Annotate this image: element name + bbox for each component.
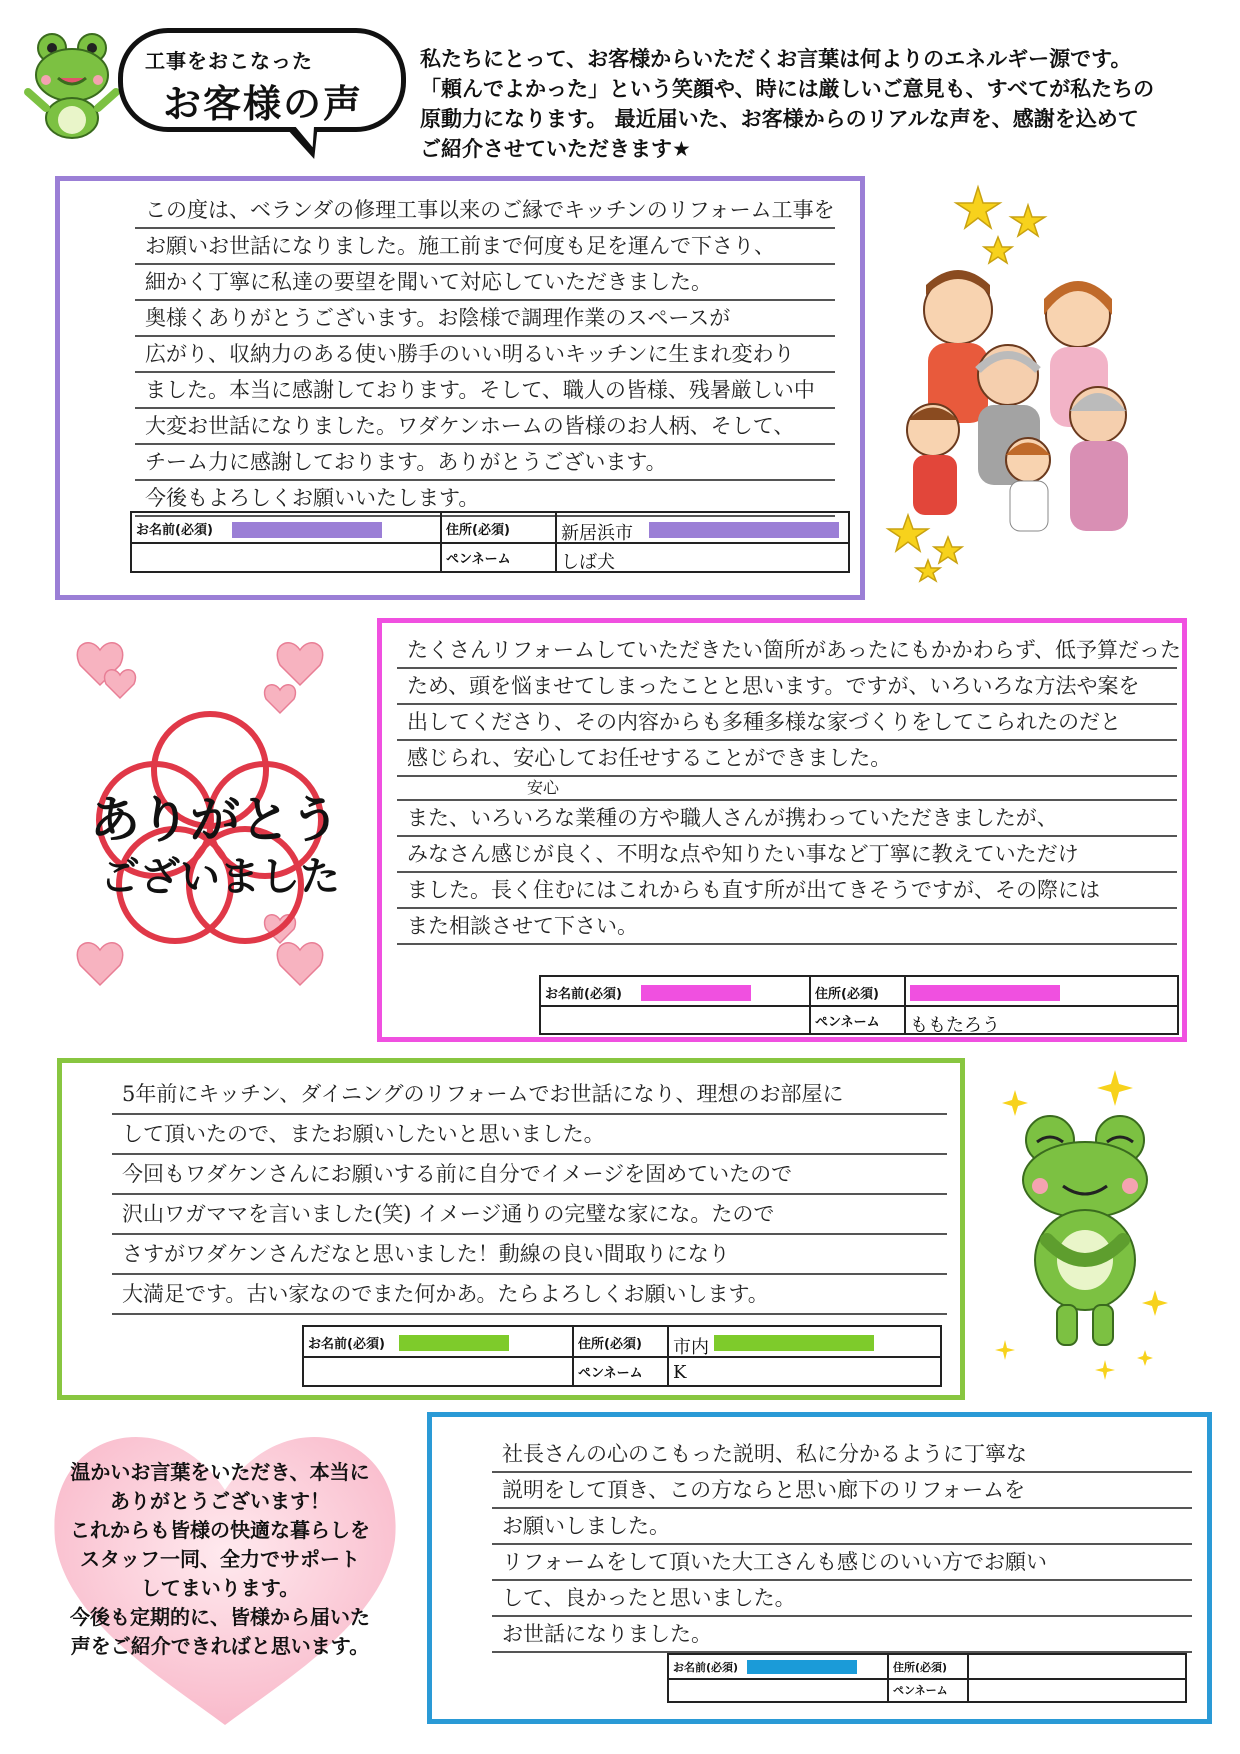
family-illustration bbox=[878, 175, 1178, 595]
frog-mascot-hug bbox=[985, 1060, 1185, 1400]
testimonial-card-2 bbox=[377, 618, 1187, 1042]
redaction-bar bbox=[910, 985, 1060, 1001]
redaction-bar bbox=[714, 1335, 874, 1351]
customer-info-form: お名前(必須) 住所(必須) 市内 ペンネーム K bbox=[302, 1325, 942, 1387]
testimonial-card-4 bbox=[427, 1412, 1212, 1724]
thanks-art bbox=[60, 620, 360, 1020]
redaction-bar bbox=[747, 1660, 857, 1674]
thanks-art-line1: ありがとう bbox=[90, 790, 340, 849]
closing-message: 温かいお言葉をいただき、本当に ありがとうございます！ これからも皆様の快適な暮らしを スタッフ一同、全力でサポート してまいります。 今後も定期的に、皆様から届いた 声をご紹介できればと思います。 bbox=[70, 1460, 370, 1658]
redaction-bar bbox=[641, 985, 751, 1001]
intro-text: 私たちにとって、お客様からいただくお言葉は何よりのエネルギー源です。 「頼んでよかった」という笑顔や、時には厳しいご意見も、すべてが私たちの 原動力になります。 最近届いた、お客様からのリアルな声を、感謝を込めて ご紹介させていただきます★ bbox=[420, 47, 1155, 161]
testimonial-text: 社長さんの心のこもった説明、私に分かるように丁寧な 説明をして頂き、この方ならと思い廊下のリフォームを お願いしました。 リフォームをして頂いた大工さんも感じのいい方でお願い して、良かったと思いました。 お世話になりました。 bbox=[492, 1437, 1192, 1653]
testimonial-text: この度は、ベランダの修理工事以来のご縁でキッチンのリフォーム工事を お願いお世話になりました。施工前まで何度も足を運んで下さり、 細かく丁寧に私達の要望を聞いて対応していただきました。 奥様くありがとうございます。お陰様で調理作業のスペースが 広がり、収納力のある使い勝手のいい明るいキッチンに生まれ変わり ました。本当に感謝しております。そして、職人の皆様、残暑厳しい中 大変お世話になりました。ワダケンホームの皆様のお人柄、そして、 チーム力に感謝しております。ありがとうございます。 今後もよろしくお願いいたします。 bbox=[135, 193, 835, 517]
testimonial-text: たくさんリフォームしていただきたい箇所があったにもかかわらず、低予算だった ため、頭を悩ませてしまったことと思います。ですが、いろいろな方法や案を 出してくださり、その内容からも多種多様な家づくりをしてこられたのだと 感じられ、安心してお任せすることができました。 安心 また、いろいろな業種の方や職人さんが携わっていただきましたが、 みなさん感じが良く、不明な点や知りたい事など丁寧に教えていただけ ました。長く住むにはこれからも直す所が出てきそうですが、その際には また相談させて下さい。 bbox=[397, 633, 1177, 945]
customer-info-form: お名前(必須) 住所(必須) 新居浜市 ペンネーム しば犬 bbox=[130, 511, 850, 573]
page-title: お客様の声 bbox=[163, 82, 364, 126]
redaction-bar bbox=[649, 522, 839, 538]
redaction-bar bbox=[399, 1335, 509, 1351]
thanks-art-line2: ございました bbox=[100, 853, 340, 900]
redaction-bar bbox=[232, 522, 382, 538]
testimonial-card-1 bbox=[55, 176, 865, 600]
title-sub: 工事をおこなった bbox=[145, 49, 313, 73]
frog-mascot-top bbox=[22, 30, 122, 140]
testimonial-text: 5年前にキッチン、ダイニングのリフォームでお世話になり、理想のお部屋に して頂いたので、またお願いしたいと思いました。 今回もワダケンさんにお願いする前に自分でイメージを固めていたので 沢山ワガママを言いました(笑) イメージ通りの完璧な家にな。たので さすがワダケンさんだなと思いました！動線の良い間取りになり 大満足です。古い家なのでまた何かあ。たらよろしくお願いします。 bbox=[112, 1075, 947, 1315]
title-bubble bbox=[118, 28, 406, 132]
testimonial-card-3 bbox=[57, 1058, 965, 1400]
customer-info-form: お名前(必須) 住所(必須) ペンネーム bbox=[667, 1653, 1187, 1703]
customer-info-form: お名前(必須) 住所(必須) ペンネーム ももたろう bbox=[539, 975, 1179, 1035]
